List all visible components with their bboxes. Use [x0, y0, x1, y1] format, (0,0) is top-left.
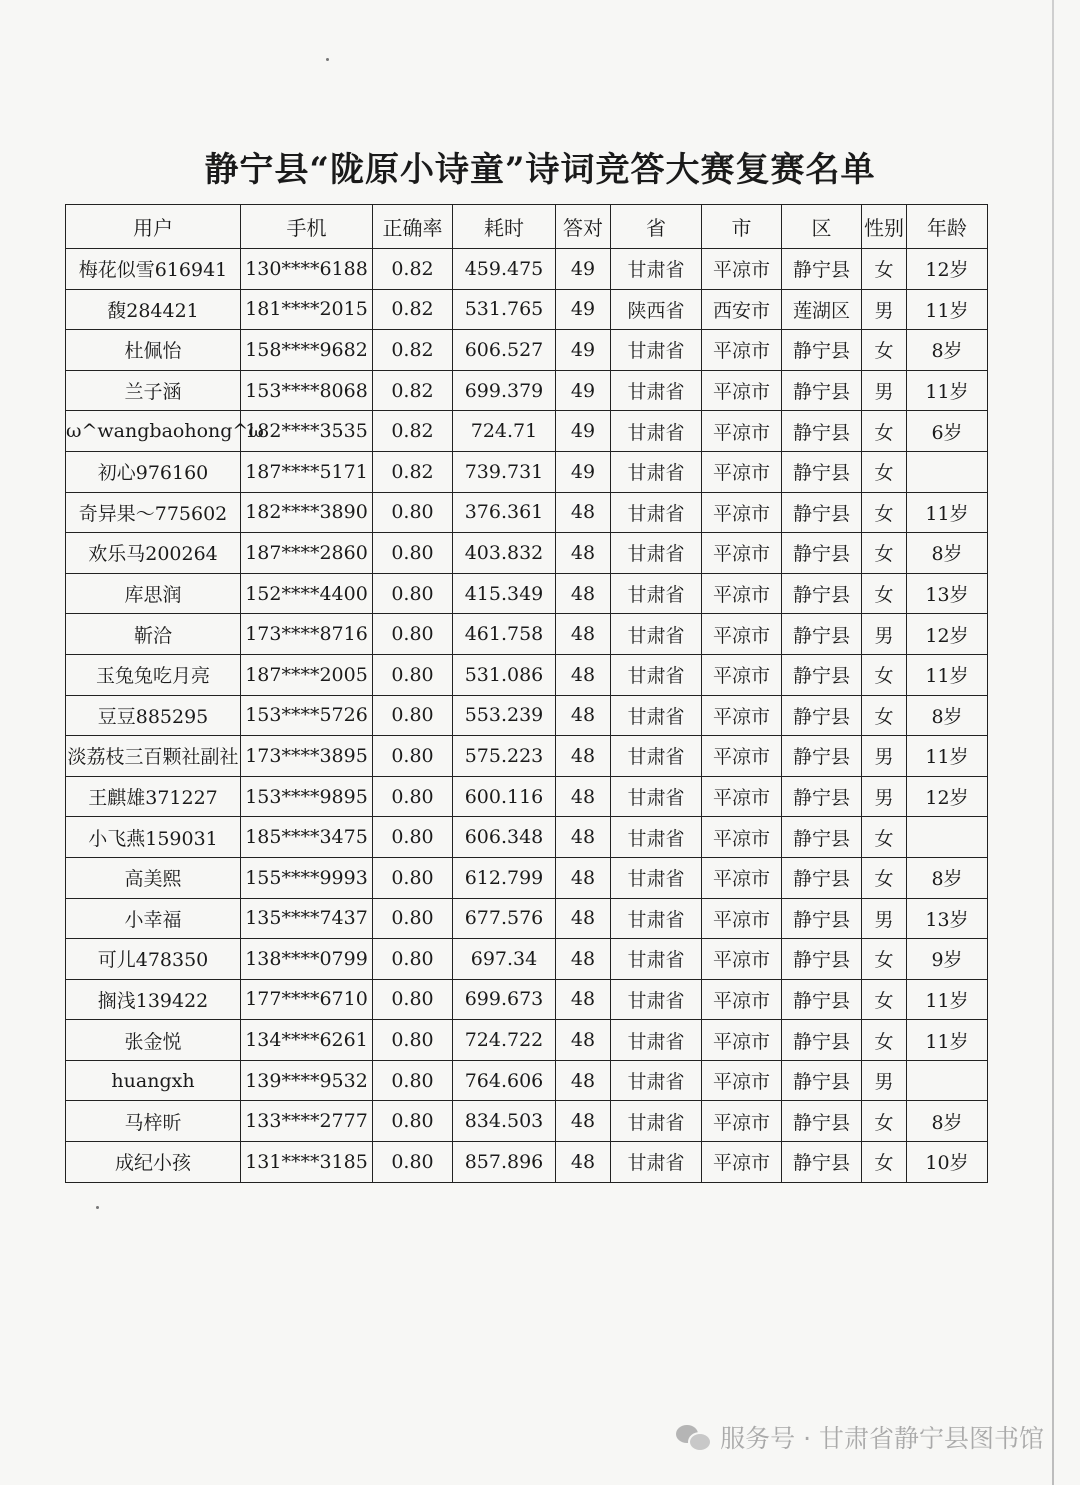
cell-province: 甘肃省	[611, 1060, 702, 1101]
cell-correct: 49	[556, 289, 611, 330]
cell-phone: 153****8068	[241, 370, 373, 411]
cell-city: 平凉市	[702, 1101, 782, 1142]
table-row	[66, 370, 988, 411]
cell-time: 677.576	[453, 898, 556, 939]
cell-user: 成纪小孩	[66, 1142, 241, 1183]
cell-correct: 48	[556, 898, 611, 939]
cell-age: 8岁	[907, 533, 988, 574]
cell-province: 甘肃省	[611, 573, 702, 614]
table-row	[66, 614, 988, 655]
table-row	[66, 1060, 988, 1101]
cell-city: 平凉市	[702, 614, 782, 655]
table-row	[66, 817, 988, 858]
cell-gender: 男	[862, 776, 907, 817]
table-row	[66, 411, 988, 452]
cell-phone: 152****4400	[241, 573, 373, 614]
table-row	[66, 654, 988, 695]
cell-user: 豆豆885295	[66, 695, 241, 736]
cell-user: 兰子涵	[66, 370, 241, 411]
cell-age: 11岁	[907, 1020, 988, 1061]
cell-correct: 49	[556, 451, 611, 492]
cell-age: 11岁	[907, 654, 988, 695]
cell-district: 静宁县	[782, 573, 862, 614]
table-row	[66, 1101, 988, 1142]
cell-user: 王麒雄371227	[66, 776, 241, 817]
cell-city: 平凉市	[702, 249, 782, 290]
cell-time: 764.606	[453, 1060, 556, 1101]
cell-district: 静宁县	[782, 411, 862, 452]
cell-time: 403.832	[453, 533, 556, 574]
cell-district: 静宁县	[782, 1060, 862, 1101]
header-time: 耗时	[453, 205, 556, 249]
cell-district: 静宁县	[782, 857, 862, 898]
cell-user: 玉兔兔吃月亮	[66, 654, 241, 695]
cell-correct: 48	[556, 533, 611, 574]
cell-age: 8岁	[907, 695, 988, 736]
cell-gender: 女	[862, 939, 907, 980]
cell-phone: 155****9993	[241, 857, 373, 898]
cell-phone: 153****5726	[241, 695, 373, 736]
header-city: 市	[702, 205, 782, 249]
scan-speck	[326, 58, 329, 61]
cell-city: 平凉市	[702, 817, 782, 858]
header-accuracy: 正确率	[373, 205, 453, 249]
cell-province: 甘肃省	[611, 857, 702, 898]
cell-user: 奇异果～775602	[66, 492, 241, 533]
cell-accuracy: 0.82	[373, 249, 453, 290]
cell-gender: 女	[862, 1142, 907, 1183]
cell-time: 612.799	[453, 857, 556, 898]
cell-province: 甘肃省	[611, 1101, 702, 1142]
cell-user: 淡荔枝三百颗社副社	[66, 736, 241, 777]
cell-correct: 48	[556, 939, 611, 980]
cell-gender: 女	[862, 1020, 907, 1061]
roster-table	[65, 204, 988, 1183]
cell-gender: 男	[862, 1060, 907, 1101]
cell-user: 可儿478350	[66, 939, 241, 980]
cell-accuracy: 0.80	[373, 1020, 453, 1061]
cell-accuracy: 0.82	[373, 411, 453, 452]
cell-district: 静宁县	[782, 898, 862, 939]
cell-time: 606.348	[453, 817, 556, 858]
cell-city: 平凉市	[702, 776, 782, 817]
cell-accuracy: 0.80	[373, 979, 453, 1020]
cell-accuracy: 0.80	[373, 654, 453, 695]
cell-user: 小飞燕159031	[66, 817, 241, 858]
cell-correct: 48	[556, 736, 611, 777]
cell-age: 10岁	[907, 1142, 988, 1183]
table-row	[66, 1142, 988, 1183]
cell-correct: 49	[556, 370, 611, 411]
cell-district: 静宁县	[782, 817, 862, 858]
wechat-icon	[676, 1423, 710, 1451]
table-row	[66, 492, 988, 533]
cell-province: 甘肃省	[611, 654, 702, 695]
cell-province: 甘肃省	[611, 898, 702, 939]
cell-age	[907, 451, 988, 492]
cell-gender: 男	[862, 370, 907, 411]
cell-district: 静宁县	[782, 736, 862, 777]
cell-district: 静宁县	[782, 776, 862, 817]
table-header-row	[66, 205, 988, 249]
table-row	[66, 695, 988, 736]
cell-accuracy: 0.80	[373, 817, 453, 858]
cell-accuracy: 0.80	[373, 857, 453, 898]
cell-district: 静宁县	[782, 1142, 862, 1183]
cell-correct: 48	[556, 573, 611, 614]
cell-user: 张金悦	[66, 1020, 241, 1061]
header-gender: 性别	[862, 205, 907, 249]
header-province: 省	[611, 205, 702, 249]
cell-phone: 181****2015	[241, 289, 373, 330]
cell-correct: 49	[556, 411, 611, 452]
cell-age	[907, 1060, 988, 1101]
cell-phone: 173****8716	[241, 614, 373, 655]
cell-time: 415.349	[453, 573, 556, 614]
watermark-text: 服务号 · 甘肃省静宁县图书馆	[720, 1424, 1044, 1453]
cell-accuracy: 0.80	[373, 695, 453, 736]
cell-city: 平凉市	[702, 736, 782, 777]
header-correct: 答对	[556, 205, 611, 249]
cell-age: 8岁	[907, 330, 988, 371]
cell-user: 马梓昕	[66, 1101, 241, 1142]
cell-district: 静宁县	[782, 451, 862, 492]
header-phone: 手机	[241, 205, 373, 249]
cell-province: 陕西省	[611, 289, 702, 330]
cell-accuracy: 0.82	[373, 451, 453, 492]
cell-time: 697.34	[453, 939, 556, 980]
cell-province: 甘肃省	[611, 979, 702, 1020]
cell-district: 静宁县	[782, 695, 862, 736]
cell-age: 13岁	[907, 573, 988, 614]
cell-age: 9岁	[907, 939, 988, 980]
cell-user: 靳洽	[66, 614, 241, 655]
cell-accuracy: 0.80	[373, 1101, 453, 1142]
table-row	[66, 533, 988, 574]
cell-gender: 女	[862, 695, 907, 736]
cell-province: 甘肃省	[611, 411, 702, 452]
cell-time: 459.475	[453, 249, 556, 290]
table-row	[66, 249, 988, 290]
cell-correct: 48	[556, 979, 611, 1020]
cell-accuracy: 0.80	[373, 614, 453, 655]
cell-correct: 49	[556, 249, 611, 290]
cell-city: 平凉市	[702, 1060, 782, 1101]
cell-city: 平凉市	[702, 654, 782, 695]
cell-user: ω^wangbaohong^ω	[66, 411, 241, 452]
header-user: 用户	[66, 205, 241, 249]
cell-district: 静宁县	[782, 939, 862, 980]
cell-phone: 182****3890	[241, 492, 373, 533]
cell-district: 静宁县	[782, 614, 862, 655]
cell-district: 静宁县	[782, 979, 862, 1020]
header-age: 年龄	[907, 205, 988, 249]
cell-city: 平凉市	[702, 330, 782, 371]
table-row	[66, 1020, 988, 1061]
cell-city: 平凉市	[702, 898, 782, 939]
cell-province: 甘肃省	[611, 776, 702, 817]
cell-province: 甘肃省	[611, 939, 702, 980]
cell-gender: 女	[862, 451, 907, 492]
cell-gender: 女	[862, 533, 907, 574]
cell-age: 8岁	[907, 857, 988, 898]
cell-phone: 135****7437	[241, 898, 373, 939]
cell-district: 静宁县	[782, 330, 862, 371]
cell-province: 甘肃省	[611, 533, 702, 574]
cell-phone: 187****5171	[241, 451, 373, 492]
scan-page-edge	[1052, 0, 1054, 1485]
cell-gender: 女	[862, 330, 907, 371]
cell-city: 西安市	[702, 289, 782, 330]
cell-accuracy: 0.82	[373, 289, 453, 330]
table-row	[66, 939, 988, 980]
cell-correct: 48	[556, 654, 611, 695]
table-row	[66, 573, 988, 614]
table-body	[66, 249, 988, 1183]
cell-time: 606.527	[453, 330, 556, 371]
cell-accuracy: 0.80	[373, 1142, 453, 1183]
cell-gender: 女	[862, 979, 907, 1020]
cell-city: 平凉市	[702, 1142, 782, 1183]
cell-age: 11岁	[907, 370, 988, 411]
cell-province: 甘肃省	[611, 330, 702, 371]
cell-time: 857.896	[453, 1142, 556, 1183]
cell-user: 高美熙	[66, 857, 241, 898]
cell-correct: 48	[556, 492, 611, 533]
cell-phone: 185****3475	[241, 817, 373, 858]
cell-city: 平凉市	[702, 451, 782, 492]
cell-age	[907, 817, 988, 858]
cell-province: 甘肃省	[611, 614, 702, 655]
cell-user: 小幸福	[66, 898, 241, 939]
table-row	[66, 451, 988, 492]
cell-user: 库思润	[66, 573, 241, 614]
cell-accuracy: 0.80	[373, 736, 453, 777]
cell-province: 甘肃省	[611, 1020, 702, 1061]
cell-correct: 48	[556, 817, 611, 858]
cell-correct: 48	[556, 614, 611, 655]
cell-time: 834.503	[453, 1101, 556, 1142]
cell-city: 平凉市	[702, 857, 782, 898]
cell-gender: 女	[862, 817, 907, 858]
cell-city: 平凉市	[702, 695, 782, 736]
cell-accuracy: 0.82	[373, 370, 453, 411]
table-row	[66, 898, 988, 939]
cell-city: 平凉市	[702, 1020, 782, 1061]
cell-correct: 48	[556, 1101, 611, 1142]
cell-age: 8岁	[907, 1101, 988, 1142]
cell-gender: 男	[862, 898, 907, 939]
cell-gender: 女	[862, 411, 907, 452]
cell-district: 静宁县	[782, 1020, 862, 1061]
cell-age: 11岁	[907, 979, 988, 1020]
cell-phone: 182****3535	[241, 411, 373, 452]
cell-phone: 187****2860	[241, 533, 373, 574]
page-title: 静宁县“陇原小诗童”诗词竞答大赛复赛名单	[204, 150, 876, 190]
cell-user: huangxh	[66, 1060, 241, 1101]
cell-province: 甘肃省	[611, 817, 702, 858]
cell-user: 梅花似雪616941	[66, 249, 241, 290]
table-row	[66, 736, 988, 777]
cell-accuracy: 0.80	[373, 939, 453, 980]
scan-speck	[96, 1206, 99, 1209]
cell-city: 平凉市	[702, 492, 782, 533]
cell-phone: 138****0799	[241, 939, 373, 980]
cell-phone: 131****3185	[241, 1142, 373, 1183]
cell-accuracy: 0.80	[373, 898, 453, 939]
cell-accuracy: 0.82	[373, 330, 453, 371]
cell-age: 11岁	[907, 289, 988, 330]
cell-user: 初心976160	[66, 451, 241, 492]
cell-gender: 女	[862, 573, 907, 614]
cell-gender: 女	[862, 857, 907, 898]
cell-time: 553.239	[453, 695, 556, 736]
cell-correct: 48	[556, 695, 611, 736]
cell-gender: 男	[862, 289, 907, 330]
cell-district: 静宁县	[782, 1101, 862, 1142]
table-row	[66, 979, 988, 1020]
cell-time: 739.731	[453, 451, 556, 492]
cell-phone: 177****6710	[241, 979, 373, 1020]
cell-correct: 49	[556, 330, 611, 371]
cell-accuracy: 0.80	[373, 1060, 453, 1101]
cell-correct: 48	[556, 1020, 611, 1061]
cell-province: 甘肃省	[611, 695, 702, 736]
cell-phone: 133****2777	[241, 1101, 373, 1142]
cell-time: 461.758	[453, 614, 556, 655]
cell-time: 575.223	[453, 736, 556, 777]
cell-correct: 48	[556, 1060, 611, 1101]
cell-district: 莲湖区	[782, 289, 862, 330]
cell-province: 甘肃省	[611, 451, 702, 492]
cell-phone: 158****9682	[241, 330, 373, 371]
cell-time: 699.673	[453, 979, 556, 1020]
watermark	[676, 1419, 1044, 1455]
cell-user: 搁浅139422	[66, 979, 241, 1020]
cell-user: 欢乐马200264	[66, 533, 241, 574]
cell-district: 静宁县	[782, 370, 862, 411]
table-row	[66, 857, 988, 898]
cell-gender: 女	[862, 654, 907, 695]
cell-city: 平凉市	[702, 411, 782, 452]
cell-province: 甘肃省	[611, 370, 702, 411]
cell-city: 平凉市	[702, 939, 782, 980]
cell-phone: 130****6188	[241, 249, 373, 290]
cell-correct: 48	[556, 1142, 611, 1183]
cell-accuracy: 0.80	[373, 533, 453, 574]
cell-age: 13岁	[907, 898, 988, 939]
cell-district: 静宁县	[782, 492, 862, 533]
cell-district: 静宁县	[782, 533, 862, 574]
cell-phone: 173****3895	[241, 736, 373, 777]
cell-accuracy: 0.80	[373, 492, 453, 533]
cell-phone: 134****6261	[241, 1020, 373, 1061]
cell-city: 平凉市	[702, 370, 782, 411]
table-row	[66, 330, 988, 371]
table-row	[66, 289, 988, 330]
cell-city: 平凉市	[702, 979, 782, 1020]
cell-city: 平凉市	[702, 533, 782, 574]
cell-user: 馥284421	[66, 289, 241, 330]
cell-gender: 女	[862, 1101, 907, 1142]
cell-correct: 48	[556, 776, 611, 817]
cell-phone: 187****2005	[241, 654, 373, 695]
cell-gender: 男	[862, 736, 907, 777]
cell-district: 静宁县	[782, 249, 862, 290]
cell-gender: 女	[862, 492, 907, 533]
cell-time: 600.116	[453, 776, 556, 817]
cell-age: 6岁	[907, 411, 988, 452]
table-row	[66, 776, 988, 817]
cell-time: 724.71	[453, 411, 556, 452]
cell-user: 杜佩怡	[66, 330, 241, 371]
cell-age: 11岁	[907, 492, 988, 533]
cell-age: 11岁	[907, 736, 988, 777]
cell-correct: 48	[556, 857, 611, 898]
cell-accuracy: 0.80	[373, 573, 453, 614]
cell-phone: 139****9532	[241, 1060, 373, 1101]
cell-phone: 153****9895	[241, 776, 373, 817]
cell-time: 531.765	[453, 289, 556, 330]
cell-age: 12岁	[907, 614, 988, 655]
cell-gender: 女	[862, 249, 907, 290]
cell-province: 甘肃省	[611, 249, 702, 290]
cell-city: 平凉市	[702, 573, 782, 614]
cell-district: 静宁县	[782, 654, 862, 695]
cell-age: 12岁	[907, 249, 988, 290]
cell-time: 531.086	[453, 654, 556, 695]
cell-gender: 男	[862, 614, 907, 655]
cell-province: 甘肃省	[611, 1142, 702, 1183]
cell-time: 376.361	[453, 492, 556, 533]
header-district: 区	[782, 205, 862, 249]
cell-time: 724.722	[453, 1020, 556, 1061]
cell-accuracy: 0.80	[373, 776, 453, 817]
cell-age: 12岁	[907, 776, 988, 817]
cell-time: 699.379	[453, 370, 556, 411]
cell-province: 甘肃省	[611, 736, 702, 777]
cell-province: 甘肃省	[611, 492, 702, 533]
